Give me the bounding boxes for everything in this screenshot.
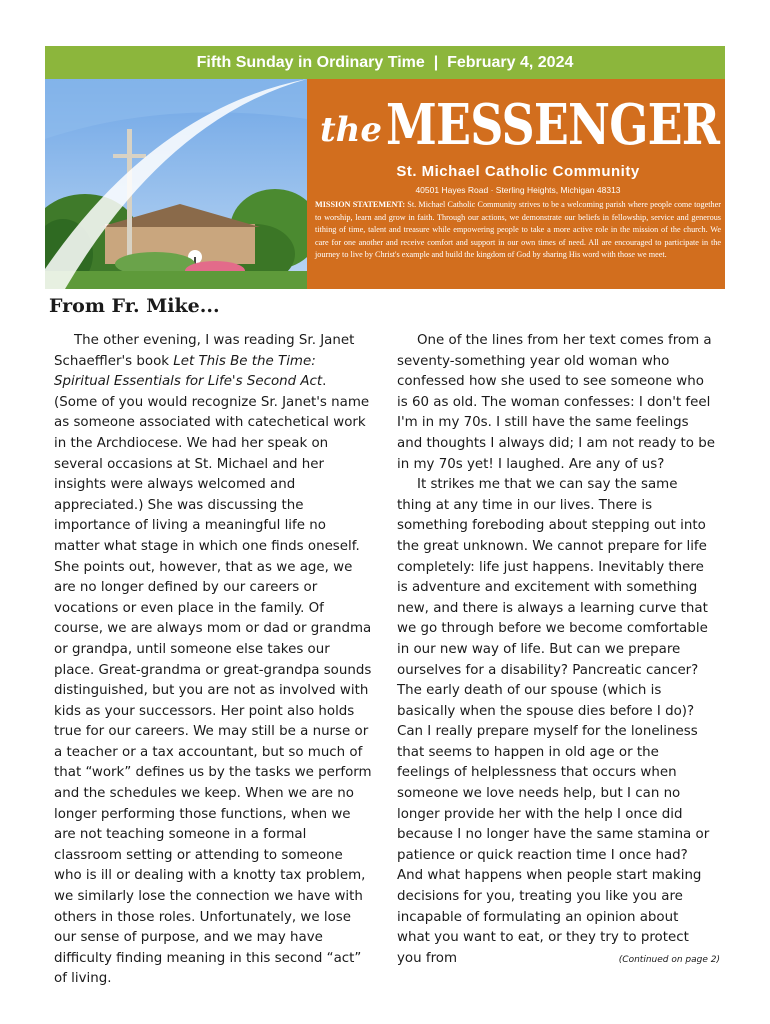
article-paragraph: It strikes me that we can say the same thing at any time in our lives. There is something foreboding about stepping out into the great unknown. We cannot prepare for life completely: life just happens. Inevitably there is adventure and excitement with something new, and there is always a learning curve that we go through before we become comfortable in our new way of life. But can we prepare ourselves for a disability? Pancreatic cancer? The early death of our spouse (which is basically when the spouse dies before I do)? Can I really prepare myself for the loneliness that seems to happen in old age or the feelings of helplessness that occurs when someone we love needs help, but I can no longer provide her with the help I once did because I no longer have the same stamina or patience or quick reaction time I once had? And what happens when people start making decisions for you, treating you like you are incapable of formulating an opinion about what you want to eat, or they try to protect you from (397, 477, 710, 966)
article-title: From Fr. Mike... (49, 295, 220, 317)
date-banner (45, 46, 725, 79)
community-name: St. Michael Catholic Community (396, 163, 640, 180)
mission-text: St. Michael Catholic Community strives to be a welcoming parish where people come together to worship, learn and grow in faith. Through our actions, we demonstrate our beliefs in fellowship, service and generous tithing of time, talent and treasure while empowering people to take a more active role in the mission of the church. We care for one another and receive comfort and support in our own times of need. All are encouraged to participate in the journey to live by Christ's example and build the kingdom of God by sharing His word with those we meet. (315, 200, 721, 260)
paragraph-text: The other evening, I was reading Sr. Janet Schaeffler's book (54, 333, 355, 369)
paragraph-text: . (Some of you would recognize Sr. Janet's name as someone associated with catechetical work in the Archdiocese. We had her speak on several occasions at St. Michael and her insights were always welcomed and appreciated.) She was discussing the importance of living a meaningful life no matter what stage in which one finds oneself. She points out, however, that as we age, we are no longer defined by our careers or vocations or even place in the family. Of course, we are always mom or dad or grandma or grandpa, until someone else takes our place. Great-grandma or great-grandpa sounds distinguished, but you are not as involved with kids as your successors. Her point also holds true for our careers. We may still be a nurse or a teacher or a tax accountant, but so much of that “work” defines us by the tasks we perform and the schedules we keep. When we are no longer performing those functions, when we are not teaching someone in a formal classroom setting or attending to someone who is ill or dealing with a knotty tax problem, we similarly lose the connection we have with others in those roles. Unfortunately, we lose our sense of purpose, and we may have difficulty finding meaning in this second “act” of living. (54, 374, 372, 987)
masthead-messenger: MESSENGER (386, 92, 720, 158)
parish-address: 40501 Hayes Road · Sterling Heights, Michigan 48313 (415, 185, 621, 195)
book-title: Let This Be the Time: Spiritual Essentials for Life's Second Act (54, 353, 323, 390)
date-banner-text: Fifth Sunday in Ordinary Time | February 4, 2024 (196, 53, 574, 71)
continued-note: (Continued on page 2) (618, 955, 720, 965)
article-paragraph (54, 331, 372, 990)
church-photo (45, 79, 307, 289)
church-photo-image (45, 79, 307, 289)
masthead-text-block (313, 79, 723, 289)
masthead-title (313, 83, 723, 158)
mission-statement (315, 199, 721, 262)
mission-label: MISSION STATEMENT: (315, 200, 406, 209)
masthead-the: the (319, 110, 383, 150)
article-column-right (397, 331, 715, 969)
article-column-left (54, 331, 372, 990)
masthead-header (45, 79, 725, 289)
article-paragraph: One of the lines from her text comes from a seventy-something year old woman who confessed how she used to see someone who is 60 as old. The woman confesses: I don't feel I'm in my 70s. I still have the same feelings and thoughts I always did; I am not ready to be in my 70s yet! I laughed. Are any of us? (397, 333, 715, 472)
